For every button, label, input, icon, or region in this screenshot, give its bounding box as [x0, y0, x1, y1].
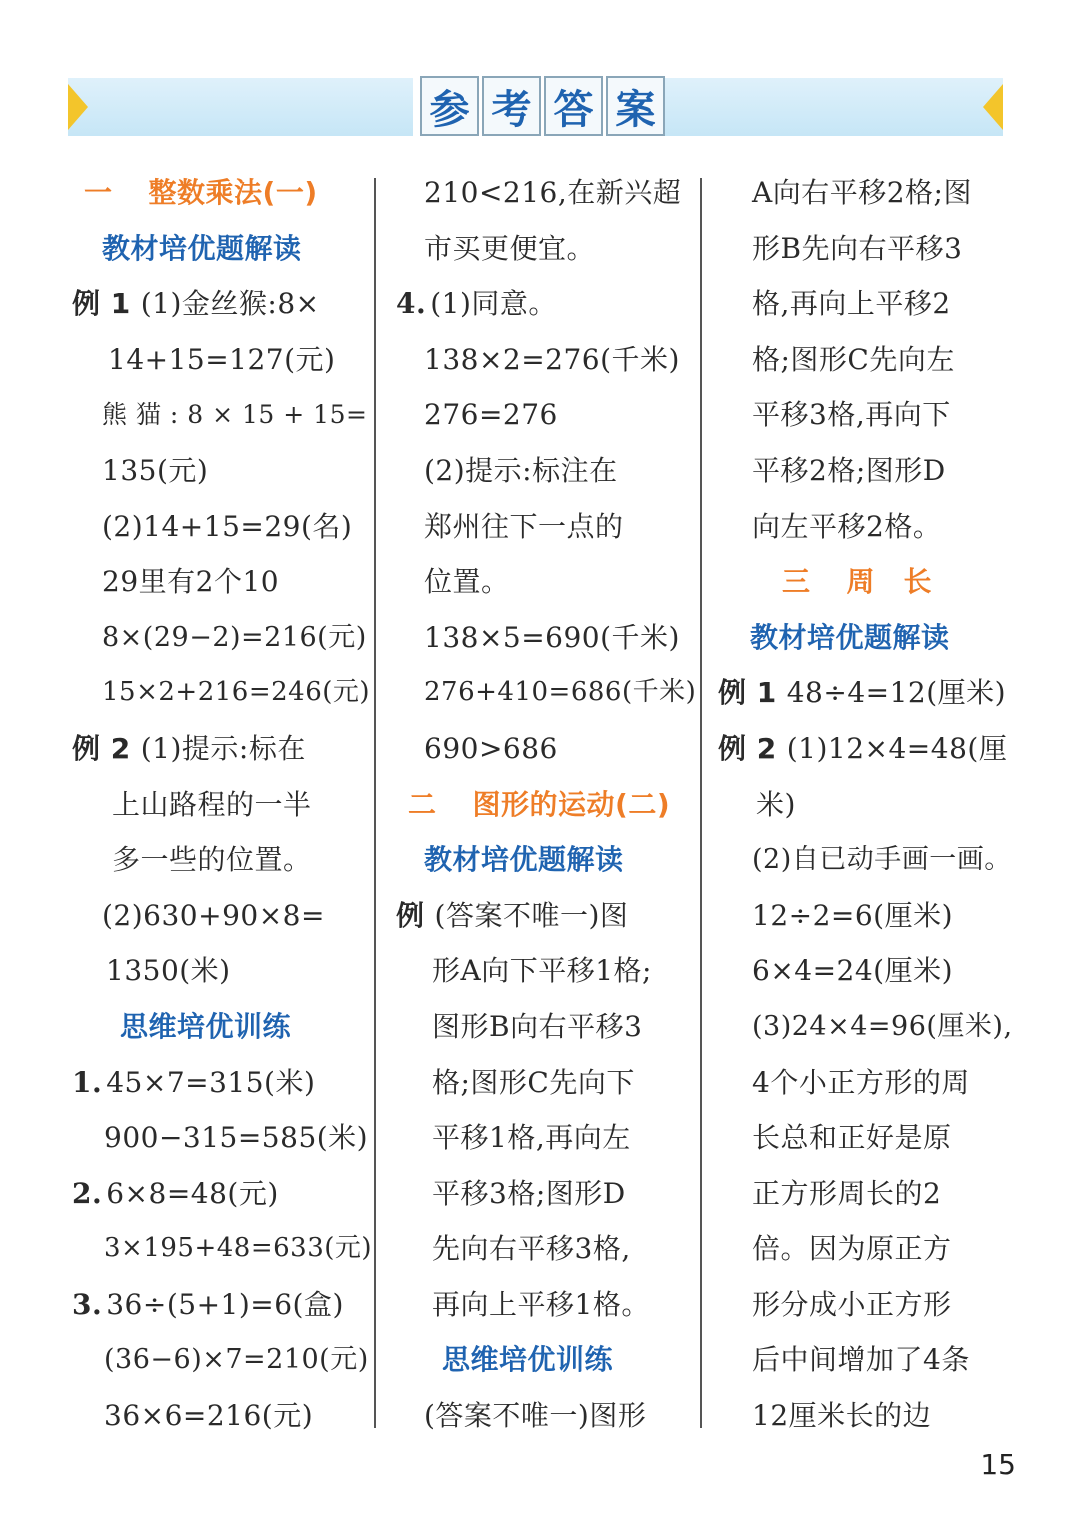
answer-text: 15×2+216=246(元)	[102, 677, 371, 708]
answer-text: 36÷(5+1)=6(盒)	[106, 1287, 344, 1321]
question-number: 4.	[396, 287, 427, 321]
subsection-heading	[396, 832, 696, 888]
answer-line	[718, 221, 1018, 277]
answer-text: 上山路程的一半	[112, 787, 312, 821]
answer-text: 276=276	[424, 398, 558, 432]
answer-text: 12厘米长的边	[752, 1399, 932, 1433]
section-heading	[718, 554, 1018, 610]
answer-line	[72, 1110, 372, 1166]
subsection-title: 教材培优题解读	[102, 231, 302, 265]
answer-line	[718, 1277, 1018, 1333]
answer-line	[718, 1221, 1018, 1277]
answer-line	[72, 387, 372, 443]
answer-text: 格;图形C先向下	[432, 1065, 635, 1099]
answer-text: 29里有2个10	[102, 565, 280, 599]
answer-line	[396, 1221, 696, 1277]
answer-text: A向右平移2格;图	[752, 176, 972, 209]
subsection-title: 教材培优题解读	[424, 843, 624, 877]
section-number: 一	[84, 176, 113, 209]
answer-text: 郑州往下一点的	[424, 509, 624, 543]
answer-text: 36×6=216(元)	[104, 1399, 314, 1433]
answer-text: (36−6)×7=210(元)	[104, 1344, 369, 1376]
answer-text: (答案不唯一)图形	[424, 1399, 647, 1433]
answer-column-3	[718, 165, 1018, 1444]
answer-line	[72, 1166, 372, 1222]
answer-line	[718, 165, 1018, 221]
answer-line	[72, 554, 372, 610]
answer-text: 形分成小正方形	[752, 1287, 952, 1321]
column-divider	[374, 178, 376, 1428]
answer-text: 1350(米)	[106, 954, 231, 988]
section-title: 图形的运动(二)	[472, 787, 671, 821]
answer-line	[72, 832, 372, 888]
answer-text: 900−315=585(米)	[104, 1121, 369, 1155]
answer-text: (1)提示:标在	[140, 731, 306, 765]
answer-line	[396, 276, 696, 332]
answer-line	[396, 554, 696, 610]
answer-text: (2)630+90×8=	[102, 898, 325, 932]
answer-line	[718, 1110, 1018, 1166]
answer-line	[718, 332, 1018, 388]
page-title	[420, 76, 665, 138]
answer-line	[396, 721, 696, 777]
example-label: 例	[396, 898, 425, 932]
answer-line	[72, 888, 372, 944]
banner-right-bar	[660, 78, 1003, 136]
subsection-heading	[72, 221, 372, 277]
title-banner	[68, 76, 1003, 138]
answer-line	[396, 332, 696, 388]
answer-line	[72, 443, 372, 499]
answer-text: 先向右平移3格,	[432, 1232, 631, 1266]
answer-line	[718, 1055, 1018, 1111]
subsection-heading	[718, 610, 1018, 666]
answer-column-2	[396, 165, 696, 1444]
answer-line	[72, 721, 372, 777]
answer-text: 形B先向右平移3	[752, 231, 963, 265]
section-number: 二	[408, 787, 437, 821]
answer-line	[718, 1166, 1018, 1222]
answer-line	[72, 276, 372, 332]
question-number: 2.	[72, 1176, 103, 1210]
answer-text: 再向上平移1格。	[432, 1287, 650, 1321]
answer-line	[72, 1055, 372, 1111]
answer-text: 6×8=48(元)	[106, 1176, 279, 1210]
page-number: 15	[980, 1448, 1016, 1481]
answer-line	[72, 1388, 372, 1444]
answer-line	[396, 1055, 696, 1111]
title-char: 考	[482, 76, 541, 136]
answer-text: (2)自已动手画一画。	[752, 844, 1012, 876]
answer-line	[396, 888, 696, 944]
answer-line	[396, 943, 696, 999]
answer-text: 平移3格,再向下	[752, 398, 951, 432]
answer-line	[718, 777, 1018, 833]
answer-text: 长总和正好是原	[752, 1121, 952, 1155]
answer-line	[718, 999, 1018, 1055]
answer-line	[718, 443, 1018, 499]
section-title: 周 长	[846, 565, 933, 599]
answer-text: 45×7=315(米)	[106, 1065, 316, 1099]
answer-line	[396, 387, 696, 443]
subsection-heading	[72, 999, 372, 1055]
answer-line	[396, 1388, 696, 1444]
subsection-title: 思维培优训练	[120, 1009, 292, 1043]
answer-line	[718, 387, 1018, 443]
answer-text: 210<216,在新兴超	[424, 176, 682, 209]
section-title: 整数乘法(一)	[148, 176, 318, 209]
question-number: 1.	[72, 1065, 103, 1099]
answer-line	[718, 943, 1018, 999]
answer-line	[396, 999, 696, 1055]
answer-text: 正方形周长的2	[752, 1176, 942, 1210]
answer-line	[396, 499, 696, 555]
example-label: 例 2	[72, 731, 131, 765]
answer-text: 多一些的位置。	[112, 843, 312, 877]
answer-text: 276+410=686(千米)	[424, 677, 697, 708]
answer-text: 138×2=276(千米)	[424, 342, 680, 376]
title-char: 案	[606, 76, 665, 136]
answer-line	[718, 721, 1018, 777]
section-heading	[72, 165, 372, 221]
answer-line	[396, 1110, 696, 1166]
subsection-heading	[396, 1332, 696, 1388]
answer-text: 平移2格;图形D	[752, 453, 946, 487]
answer-line	[72, 332, 372, 388]
answer-text: (2)14+15=29(名)	[102, 509, 353, 543]
answer-text: 12÷2=6(厘米)	[752, 898, 954, 932]
answer-text: 48÷4=12(厘米)	[786, 676, 1007, 710]
arrow-left-icon	[983, 84, 1003, 130]
answer-line	[72, 610, 372, 666]
answer-line	[396, 165, 696, 221]
answer-line	[718, 832, 1018, 888]
answer-line	[72, 499, 372, 555]
answer-line	[72, 1332, 372, 1388]
answer-text: 格;图形C先向左	[752, 342, 955, 376]
subsection-title: 思维培优训练	[442, 1343, 614, 1377]
answer-line	[396, 610, 696, 666]
answer-text: 向左平移2格。	[752, 509, 942, 543]
answer-text: 4个小正方形的周	[752, 1065, 970, 1099]
answer-text: 倍。因为原正方	[752, 1232, 952, 1266]
answer-text: 138×5=690(千米)	[424, 620, 680, 654]
column-divider	[700, 178, 702, 1428]
answer-line	[72, 943, 372, 999]
answer-text: 形A向下平移1格;	[432, 954, 652, 988]
example-label: 例 1	[72, 287, 131, 321]
section-number: 三	[782, 565, 811, 599]
answer-line	[72, 1277, 372, 1333]
example-label: 例 1	[718, 676, 777, 710]
answer-text: 平移1格,再向左	[432, 1121, 631, 1155]
answer-text: 3×195+48=633(元)	[104, 1233, 373, 1264]
answer-text: 14+15=127(元)	[108, 342, 336, 376]
answer-text: 熊 猫 : 8 × 15 + 15=	[102, 400, 368, 430]
arrow-right-icon	[68, 84, 88, 130]
answer-line	[396, 1166, 696, 1222]
answer-text: 135(元)	[102, 453, 209, 487]
answer-text: 位置。	[424, 565, 510, 599]
answer-text: 市买更便宜。	[424, 231, 596, 265]
answer-text: 690>686	[424, 731, 558, 765]
answer-line	[72, 777, 372, 833]
section-heading	[396, 777, 696, 833]
answer-line	[72, 665, 372, 721]
answer-line	[396, 443, 696, 499]
answer-text: 8×(29−2)=216(元)	[102, 621, 367, 653]
answer-line	[718, 499, 1018, 555]
answer-text: (1)金丝猴:8×	[140, 287, 320, 321]
answer-text: (3)24×4=96(厘米),	[752, 1010, 1013, 1042]
answer-line	[718, 276, 1018, 332]
answer-text: 后中间增加了4条	[752, 1343, 970, 1377]
answer-text: (2)提示:标注在	[424, 453, 618, 487]
answer-line	[718, 1388, 1018, 1444]
subsection-title: 教材培优题解读	[750, 620, 950, 654]
question-number: 3.	[72, 1287, 103, 1321]
title-char: 参	[420, 76, 479, 136]
example-label: 例 2	[718, 731, 777, 765]
banner-left-bar	[68, 78, 413, 136]
answer-line	[718, 665, 1018, 721]
answer-line	[718, 888, 1018, 944]
answer-line	[396, 221, 696, 277]
answer-column-1	[72, 165, 372, 1444]
answer-text: 6×4=24(厘米)	[752, 954, 954, 988]
answer-text: (答案不唯一)图	[434, 898, 629, 932]
answer-line	[72, 1221, 372, 1277]
answer-text: (1)12×4=48(厘	[786, 731, 1008, 765]
answer-text: 米)	[756, 787, 796, 821]
answer-line	[396, 665, 696, 721]
answer-text: 格,再向上平移2	[752, 287, 951, 321]
answer-line	[718, 1332, 1018, 1388]
title-char: 答	[544, 76, 603, 136]
answer-text: 图形B向右平移3	[432, 1009, 643, 1043]
answer-text: (1)同意。	[430, 287, 557, 321]
answer-line	[396, 1277, 696, 1333]
answer-text: 平移3格;图形D	[432, 1176, 626, 1210]
